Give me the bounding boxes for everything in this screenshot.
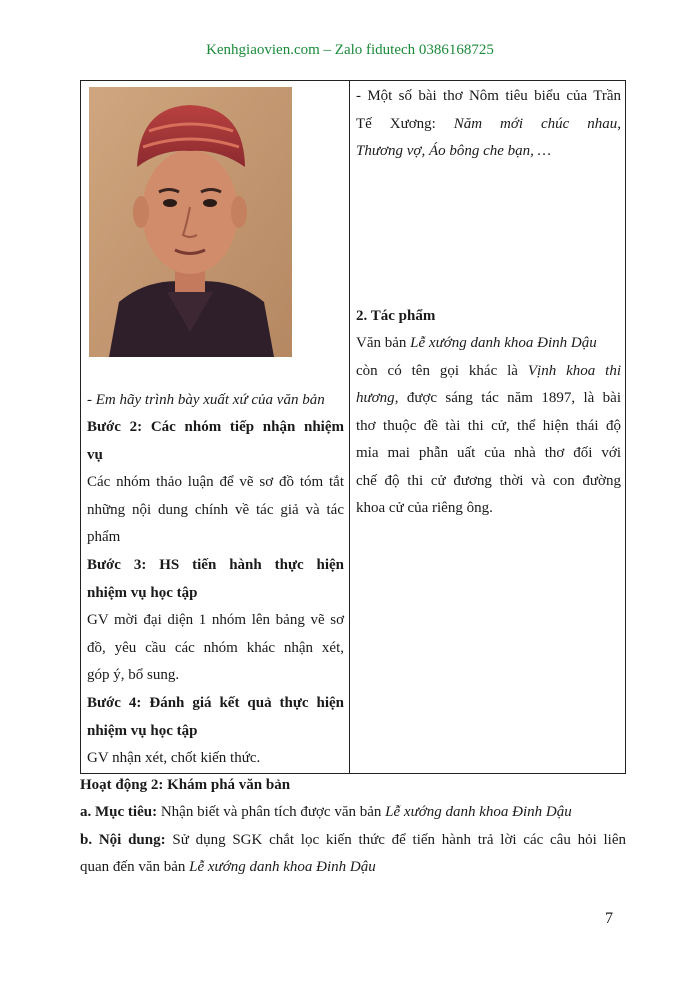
- content-line-cont: [80, 857, 626, 877]
- work-text-part: Văn bản: [356, 335, 411, 351]
- content-line: [80, 830, 626, 850]
- poems-titles-cont: Thương vợ, Áo bông che bạn, …: [356, 143, 552, 159]
- header-site[interactable]: Kenhgiaovien.com: [206, 42, 320, 58]
- work-text: [356, 333, 597, 353]
- work-text-part: còn có tên gọi khác là: [356, 363, 528, 379]
- content-text: Sử dụng SGK chắt lọc kiến thức để tiến hành trả lời các câu hỏi liên: [165, 832, 626, 848]
- step3-text: đồ, yêu cầu các nhóm khác nhận xét,: [87, 640, 344, 656]
- step2-text: những nội dung chính về tác giả và tác: [87, 502, 344, 518]
- poems-titles: Năm mới chúc nhau,: [453, 116, 621, 132]
- work-text: [356, 361, 621, 381]
- work-title: Lễ xướng danh khoa Đinh Dậu: [410, 335, 597, 351]
- work-text: khoa cử của riêng ông.: [356, 500, 493, 516]
- step4-heading-cont: nhiệm vụ học tập: [87, 723, 198, 739]
- step2-heading-cont: vụ: [87, 447, 103, 463]
- objective-text: Nhận biết và phân tích được văn bản: [157, 804, 386, 820]
- poems-author: Tế Xương:: [356, 116, 454, 132]
- step2-heading: Bước 2: Các nhóm tiếp nhận nhiệm: [87, 419, 344, 435]
- right-column: [350, 81, 627, 773]
- question-origin: - Em hãy trình bày xuất xứ của văn bản: [87, 392, 325, 408]
- objective-label: a. Mục tiêu:: [80, 804, 158, 820]
- section-work-heading: 2. Tác phẩm: [356, 308, 436, 324]
- work-text: chế độ thi cử đương thời và con đường: [356, 473, 621, 489]
- step2-text: Các nhóm thảo luận để vẽ sơ đồ tóm tắt: [87, 474, 344, 490]
- activity2-heading: Hoạt động 2: Khám phá văn bản: [80, 777, 291, 793]
- step3-text: góp ý, bổ sung.: [87, 667, 180, 683]
- content-label: b. Nội dung:: [80, 832, 166, 848]
- poems-line: [356, 114, 621, 134]
- objective-title: Lễ xướng danh khoa Đinh Dậu: [385, 804, 572, 820]
- step4-text: GV nhận xét, chốt kiến thức.: [87, 750, 261, 766]
- work-text: thơ thuộc đề tài thi cử, thể hiện thái độ: [356, 418, 621, 434]
- work-text-part: , được sáng tác năm 1897, là bài: [394, 390, 621, 406]
- left-column: [81, 81, 349, 773]
- objective-line: [80, 802, 626, 822]
- step3-heading: Bước 3: HS tiến hành thực hiện: [87, 557, 344, 573]
- step3-text: GV mời đại diện 1 nhóm lên bảng vẽ sơ: [87, 612, 344, 628]
- page-number: 7: [605, 910, 613, 927]
- work-alt-title-cont: hương: [356, 390, 395, 406]
- page-header: [0, 42, 700, 59]
- poems-intro: - Một số bài thơ Nôm tiêu biểu của Trần: [356, 88, 621, 104]
- step4-heading: Bước 4: Đánh giá kết quả thực hiện: [87, 695, 344, 711]
- step2-text: phẩm: [87, 529, 121, 545]
- header-separator: –: [319, 42, 335, 58]
- header-contact[interactable]: Zalo fidutech 0386168725: [334, 42, 494, 58]
- lesson-table: [80, 80, 626, 774]
- step3-heading-cont: nhiệm vụ học tập: [87, 585, 198, 601]
- work-text: mỉa mai phẫn uất của nhà thơ đối với: [356, 445, 621, 461]
- work-alt-title: Vịnh khoa thi: [527, 363, 622, 379]
- content-text: quan đến văn bản: [80, 859, 190, 875]
- work-text: [356, 388, 621, 408]
- content-title: Lễ xướng danh khoa Đinh Dậu: [189, 859, 376, 875]
- portrait-image: [89, 87, 292, 357]
